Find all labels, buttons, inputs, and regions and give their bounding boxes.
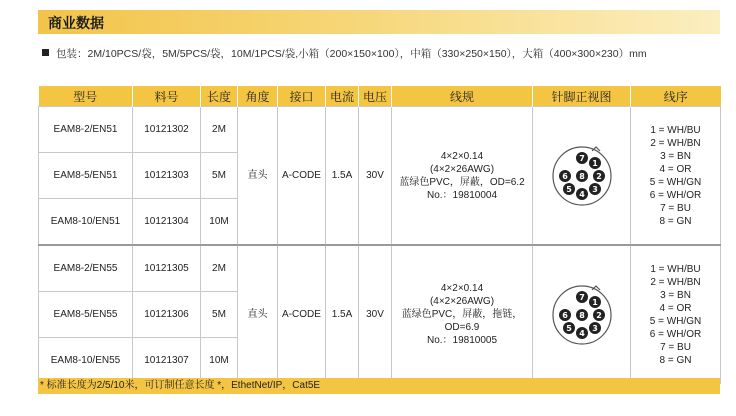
angle-cell: 直头 (238, 107, 278, 246)
cable-spec-cell (392, 245, 533, 384)
bullet-icon (42, 49, 49, 56)
interface-cell: A-CODE (278, 107, 326, 246)
wire-line: 3 = BN (660, 150, 691, 162)
length-cell: 5M (201, 292, 238, 338)
pin-label: 4 (578, 189, 585, 199)
wire-line: 4 = OR (659, 163, 692, 175)
header-pin-view: 针脚正视图 (533, 86, 631, 107)
cable-line: (4×2×26AWG) (429, 296, 495, 307)
length-cell: 2M (201, 107, 238, 153)
pin-label: 1 (591, 297, 598, 307)
pin-label: 1 (591, 158, 598, 168)
header-voltage: 电压 (359, 86, 392, 107)
product-spec-table (38, 86, 721, 384)
wire-line: 2 = WH/BN (650, 137, 701, 149)
length-cell: 5M (201, 153, 238, 199)
pin-label: 6 (561, 171, 568, 181)
part-cell: 10121303 (133, 153, 201, 199)
part-cell: 10121306 (133, 292, 201, 338)
wire-line: 6 = WH/OR (649, 328, 702, 340)
cable-line: 蓝绿色PVC，屏蔽，拖链， (401, 309, 523, 320)
wire-line: 1 = WH/BU (650, 263, 701, 275)
header-cable: 线规 (392, 86, 533, 107)
connector-pin-diagram (550, 144, 614, 208)
section-header-bar (38, 10, 720, 34)
pin-label: 3 (591, 184, 598, 194)
pin-label: 6 (561, 310, 568, 320)
header-interface: 接口 (278, 86, 326, 107)
cable-line: 蓝绿色PVC，屏蔽，OD=6.2 (399, 176, 525, 188)
pin-label: 2 (595, 171, 602, 181)
footnote-text: * 标准长度为2/5/10米，可订制任意长度 *，EthetNet/IP，Cat5E (40, 380, 321, 391)
pin-label: 5 (565, 184, 572, 194)
wire-line: 4 = OR (659, 302, 692, 314)
header-length: 长度 (201, 86, 238, 107)
wire-line: 6 = WH/OR (649, 189, 702, 201)
pin-label: 2 (595, 310, 602, 320)
cable-line: No.：19810004 (426, 189, 498, 201)
current-cell: 1.5A (326, 107, 359, 246)
model-cell: EAM8-10/EN55 (39, 338, 133, 384)
angle-cell: 直头 (238, 245, 278, 384)
packaging-text: 包装：2M/10PCS/袋，5M/5PCS/袋，10M/1PCS/袋,小箱（200×150×100），中箱（330×250×150），大箱（400×300×230）mm (56, 48, 647, 60)
part-cell: 10121307 (133, 338, 201, 384)
part-cell: 10121302 (133, 107, 201, 153)
current-cell: 1.5A (326, 245, 359, 384)
table-header-row (39, 86, 721, 107)
model-cell: EAM8-2/EN51 (39, 107, 133, 153)
wire-line: 2 = WH/BN (650, 276, 701, 288)
model-cell: EAM8-10/EN51 (39, 199, 133, 246)
voltage-cell: 30V (359, 107, 392, 246)
wire-line: 5 = WH/GN (649, 315, 702, 327)
cable-spec-cell (392, 107, 533, 246)
cable-line: (4×2×26AWG) (429, 163, 495, 175)
wire-line: 5 = WH/GN (649, 176, 702, 188)
header-part-number: 料号 (133, 86, 201, 107)
wire-line: 8 = GN (659, 215, 692, 227)
wire-line: 3 = BN (660, 289, 691, 301)
model-cell: EAM8-2/EN55 (39, 245, 133, 292)
header-current: 电流 (326, 86, 359, 107)
connector-pin-diagram (550, 283, 614, 347)
pin-label: 4 (578, 328, 585, 338)
cable-line: OD=6.9 (444, 322, 480, 333)
wiring-cell (631, 107, 721, 246)
table-row (39, 107, 721, 153)
footnote-bar (38, 378, 720, 394)
section-title: 商业数据 (48, 15, 104, 31)
pin-label: 3 (591, 323, 598, 333)
model-cell: EAM8-5/EN51 (39, 153, 133, 199)
pin-view-cell (533, 245, 631, 384)
cable-line: No.：19810005 (426, 335, 498, 346)
wire-line: 8 = GN (659, 354, 692, 366)
wire-line: 7 = BU (660, 341, 691, 353)
table-row (39, 245, 721, 292)
pin-label: 8 (578, 171, 585, 181)
pin-view-cell (533, 107, 631, 246)
header-angle: 角度 (238, 86, 278, 107)
voltage-cell: 30V (359, 245, 392, 384)
wiring-cell (631, 245, 721, 384)
pin-label: 7 (578, 153, 585, 163)
pin-label: 5 (565, 323, 572, 333)
packaging-line (42, 46, 647, 61)
header-model: 型号 (39, 86, 133, 107)
length-cell: 2M (201, 245, 238, 292)
length-cell: 10M (201, 199, 238, 246)
part-cell: 10121305 (133, 245, 201, 292)
wire-line: 7 = BU (660, 202, 691, 214)
interface-cell: A-CODE (278, 245, 326, 384)
pin-label: 8 (578, 310, 585, 320)
cable-line: 4×2×0.14 (440, 283, 484, 294)
model-cell: EAM8-5/EN55 (39, 292, 133, 338)
cable-line: 4×2×0.14 (440, 150, 484, 162)
wire-line: 1 = WH/BU (650, 124, 701, 136)
pin-label: 7 (578, 292, 585, 302)
length-cell: 10M (201, 338, 238, 384)
part-cell: 10121304 (133, 199, 201, 246)
header-wiring: 线序 (631, 86, 721, 107)
